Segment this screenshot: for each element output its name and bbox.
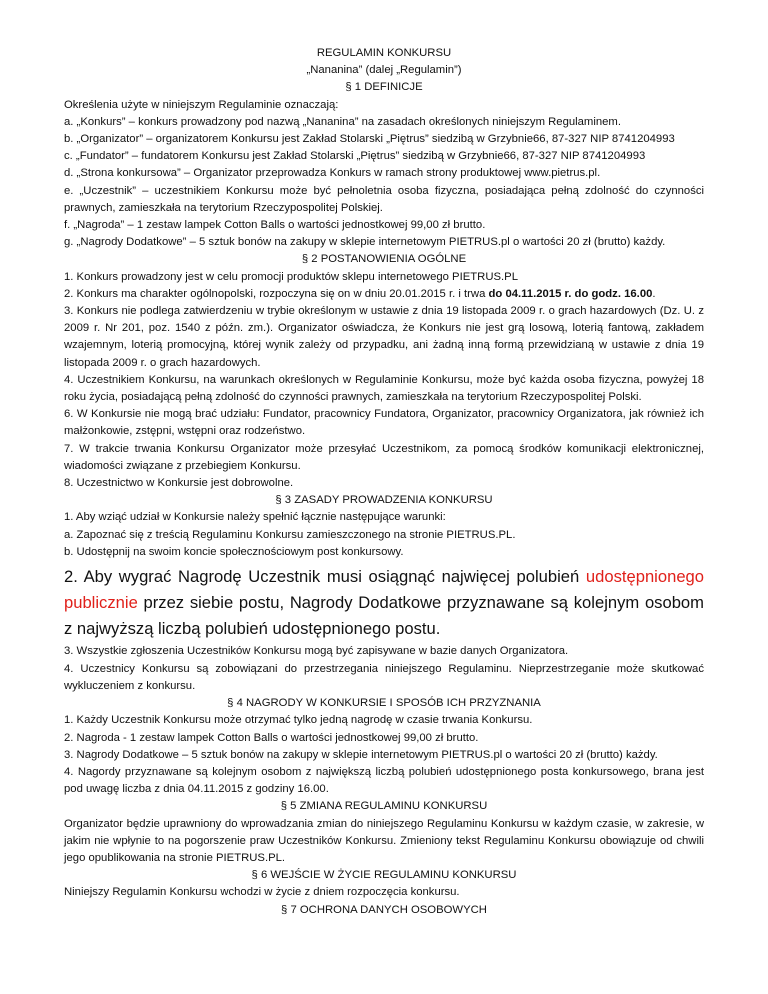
prizes-item: 2. Nagroda - 1 zestaw lampek Cotton Balls o wartości jednostkowej 99,00 zł brutto. (64, 731, 479, 744)
definition-item: e. „Uczestnik” – uczestnikiem Konkursu może być pełnoletnia osoba fizyczna, posiadająca pełną zdolność do czynności prawnych, zamieszkała na terytorium Rzeczypospolitej Polskiej. (64, 184, 704, 214)
section-heading-prizes: § 4 NAGRODY W KONKURSIE I SPOSÓB ICH PRZYZNANIA (227, 697, 541, 710)
general-item: 6. W Konkursie nie mogą brać udziału: Fundator, pracownicy Fundatora, Organizator, pracownicy Organizatora, jak również ich małżonkowie, zstępni, wstępni oraz rodzeństwo. (64, 408, 704, 438)
rules-item-text: przez siebie postu, Nagrody Dodatkowe przyznawane są kolejnym osobom z najwyższą liczbą polubień udostępnionego postu. (64, 592, 704, 638)
definition-item: a. „Konkurs” – konkurs prowadzony pod nazwą „Nananina” na zasadach określonych niniejszym Regulaminem. (64, 115, 621, 128)
prizes-item: 4. Nagordy przyznawane są kolejnym osobom z największą liczbą polubień udostępnionego posta konkursowego, brana jest pod uwagę liczba z dnia 04.11.2015 z godziny 16.00. (64, 765, 704, 796)
end-date-emphasis: do 04.11.2015 r. do godz. 16.00 (488, 287, 653, 300)
rules-item: 3. Wszystkie zgłoszenia Uczestników Konkursu mogą być zapisywane w bazie danych Organizatora. (64, 645, 569, 658)
section-heading-general: § 2 POSTANOWIENIA OGÓLNE (301, 253, 467, 266)
general-item: 3. Konkurs nie podlega zatwierdzeniu w trybie określonym w ustawie z dnia 19 listopada 2009 r. o grach hazardowych (Dz. U. z 2009 r. Nr 201, poz. 1540 z późn. zm.). Organizator oświadcza, że Konkurs nie jest grą losową, loterią fantową, zakładem wzajemnym, loterią promocyjną, której wynik zależy od przypadku, ani żadną inną formą przewidzianą w ustawie z dnia 19 listopada 2009 r. o grach hazardowych. (64, 305, 704, 369)
rules-item-highlighted (64, 564, 704, 641)
section-heading-rules: § 3 ZASADY PROWADZENIA KONKURSU (275, 494, 493, 507)
general-item-text: 2. Konkurs ma charakter ogólnopolski, rozpoczyna się on w dniu 20.01.2015 r. i trwa (64, 287, 489, 300)
rules-item: 4. Uczestnicy Konkursu są zobowiązani do przestrzegania niniejszego Regulaminu. Nieprzestrzeganie może skutkować wykluczeniem z konkursu. (64, 662, 704, 692)
definition-item: g. „Nagrody Dodatkowe” – 5 sztuk bonów na zakupy w sklepie internetowym PIETRUS.pl o wartości 20 zł (brutto) każdy. (64, 236, 666, 249)
rules-item: a. Zapoznać się z treścią Regulaminu Konkursu zamieszczonego na stronie PIETRUS.PL. (64, 528, 516, 541)
general-item-text: . (652, 287, 656, 300)
definition-item: f. „Nagroda” – 1 zestaw lampek Cotton Balls o wartości jednostkowej 99,00 zł brutto. (64, 219, 486, 232)
definitions-intro: Określenia użyte w niniejszym Regulaminie oznaczają: (64, 98, 339, 111)
entry-into-force-text: Niniejszy Regulamin Konkursu wchodzi w życie z dniem rozpoczęcia konkursu. (64, 886, 460, 899)
definition-item: c. „Fundator” – fundatorem Konkursu jest Zakład Stolarski „Piętrus” siedzibą w Grzybnie66, 87-327 NIP 8741204993 (64, 150, 646, 163)
section-heading-definitions: § 1 DEFINICJE (345, 81, 423, 94)
rules-item: 1. Aby wziąć udział w Konkursie należy spełnić łącznie następujące warunki: (64, 511, 446, 524)
definition-item: d. „Strona konkursowa” – Organizator przeprowadza Konkurs w ramach strony produktowej www.pietrus.pl. (64, 167, 601, 180)
general-item: 7. W trakcie trwania Konkursu Organizator może przesyłać Uczestnikom, za pomocą środków komunikacji elektronicznej, wiadomości związane z przebiegiem Konkursu. (64, 442, 704, 472)
prizes-item: 1. Każdy Uczestnik Konkursu może otrzymać tylko jedną nagrodę w czasie trwania Konkursu. (64, 714, 533, 727)
general-item: 4. Uczestnikiem Konkursu, na warunkach określonych w Regulaminie Konkursu, może być każda osoba fizyczna, powyżej 18 roku życia, posiadającą pełną zdolność do czynności prawnych, zamieszkała na terytorium Rzeczypospolitej Polski. (64, 373, 704, 404)
document-title: REGULAMIN KONKURSU (316, 47, 452, 59)
general-item: 1. Konkurs prowadzony jest w celu promocji produktów sklepu internetowego PIETRUS.PL (64, 270, 518, 283)
section-heading-changes: § 5 ZMIANA REGULAMINU KONKURSU (280, 800, 488, 813)
general-item: 8. Uczestnictwo w Konkursie jest dobrowolne. (64, 477, 294, 490)
prizes-item: 3. Nagrody Dodatkowe – 5 sztuk bonów na zakupy w sklepie internetowym PIETRUS.pl o wartości 20 zł (brutto) każdy. (64, 748, 658, 761)
definition-item: b. „Organizator” – organizatorem Konkursu jest Zakład Stolarski „Piętrus” siedzibą w Grzybnie66, 87-327 NIP 8741204993 (64, 133, 675, 146)
general-item (64, 286, 704, 303)
section-heading-data-protection: § 7 OCHRONA DANYCH OSOBOWYCH (281, 903, 487, 916)
rules-item: b. Udostępnij na swoim koncie społecznościowym post konkursowy. (64, 545, 404, 558)
rules-item-text: 2. Aby wygrać Nagrodę Uczestnik musi osiągnąć najwięcej polubień (64, 567, 586, 587)
document-subtitle: „Nananina” (dalej „Regulamin”) (306, 64, 462, 77)
changes-text: Organizator będzie uprawniony do wprowadzania zmian do niniejszego Regulaminu Konkursu w każdym czasie, w zakresie, w jakim nie wpłynie to na pogorszenie praw Uczestników Konkursu. Zmieniony tekst Regulaminu Konkursu obowiązuje od chwili jego opublikowania na stronie PIETRUS.PL. (64, 817, 704, 864)
red-emphasis: udostępnionego publicznie (64, 567, 704, 612)
section-heading-entry-into-force: § 6 WEJŚCIE W ŻYCIE REGULAMINU KONKURSU (251, 869, 517, 882)
